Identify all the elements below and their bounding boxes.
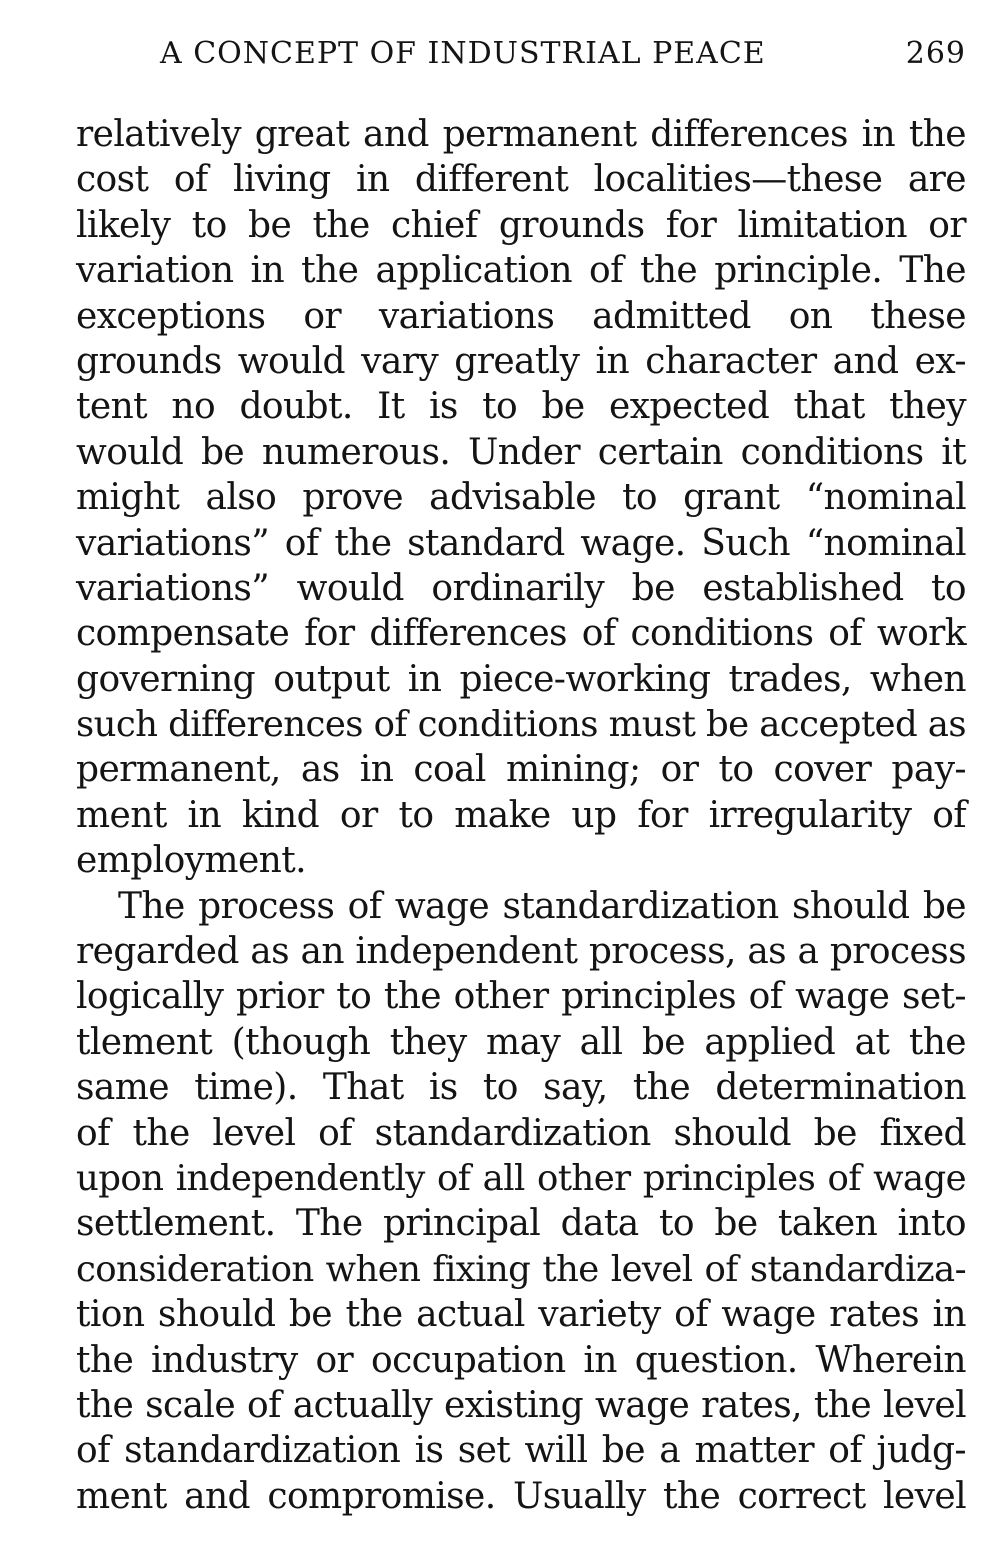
- text-line: exceptions or variations admitted on these: [76, 295, 966, 337]
- text-line: same time). That is to say, the determination: [76, 1067, 966, 1109]
- text-line: settlement. The principal data to be taken into: [76, 1203, 966, 1245]
- text-line: ment in kind or to make up for irregularity of: [76, 794, 966, 836]
- text-line: permanent, as in coal mining; or to cover pay-: [76, 749, 966, 791]
- text-line: the scale of actually existing wage rates, the level: [76, 1384, 966, 1426]
- text-line: such differences of conditions must be accepted as: [76, 704, 966, 746]
- text-line: employment.: [76, 840, 306, 882]
- text-line: variations” would ordinarily be established to: [76, 567, 966, 609]
- text-line: tent no doubt. It is to be expected that they: [76, 386, 966, 428]
- text-line: might also prove advisable to grant “nominal: [76, 477, 966, 519]
- page-number: 269: [905, 36, 966, 71]
- text-line: of standardization is set will be a matter of judg-: [76, 1430, 966, 1472]
- text-line: the industry or occupation in question. Wherein: [76, 1339, 966, 1381]
- text-line: relatively great and permanent differences in the: [76, 114, 966, 155]
- text-line: would be numerous. Under certain conditions it: [76, 431, 966, 473]
- text-line: grounds would vary greatly in character and ex-: [76, 340, 966, 382]
- text-line: tion should be the actual variety of wage rates in: [76, 1294, 966, 1336]
- body-text: [76, 112, 966, 1519]
- text-line: governing output in piece-working trades, when: [76, 658, 966, 700]
- running-head: [160, 34, 966, 78]
- book-page: [76, 34, 966, 1519]
- text-line: ment and compromise. Usually the correct level: [76, 1475, 966, 1517]
- text-line: variation in the application of the principle. The: [76, 250, 966, 292]
- paragraph-2: [76, 884, 966, 1519]
- paragraph-1: [76, 112, 966, 884]
- text-line: cost of living in different localities—these are: [76, 159, 966, 201]
- text-line: variations” of the standard wage. Such “nominal: [76, 522, 966, 564]
- text-line: upon independently of all other principles of wage: [76, 1157, 966, 1199]
- running-head-title: A CONCEPT OF INDUSTRIAL PEACE: [160, 36, 766, 71]
- text-line: consideration when fixing the level of standardiza-: [76, 1248, 966, 1290]
- text-line: of the level of standardization should be fixed: [76, 1112, 966, 1154]
- text-line: regarded as an independent process, as a process: [76, 931, 966, 973]
- text-line: tlement (though they may all be applied at the: [76, 1021, 966, 1063]
- text-line: compensate for differences of conditions of work: [76, 613, 966, 655]
- text-line: logically prior to the other principles of wage set-: [76, 976, 966, 1018]
- text-line: likely to be the chief grounds for limitation or: [76, 204, 966, 246]
- text-line: The process of wage standardization should be: [118, 885, 966, 927]
